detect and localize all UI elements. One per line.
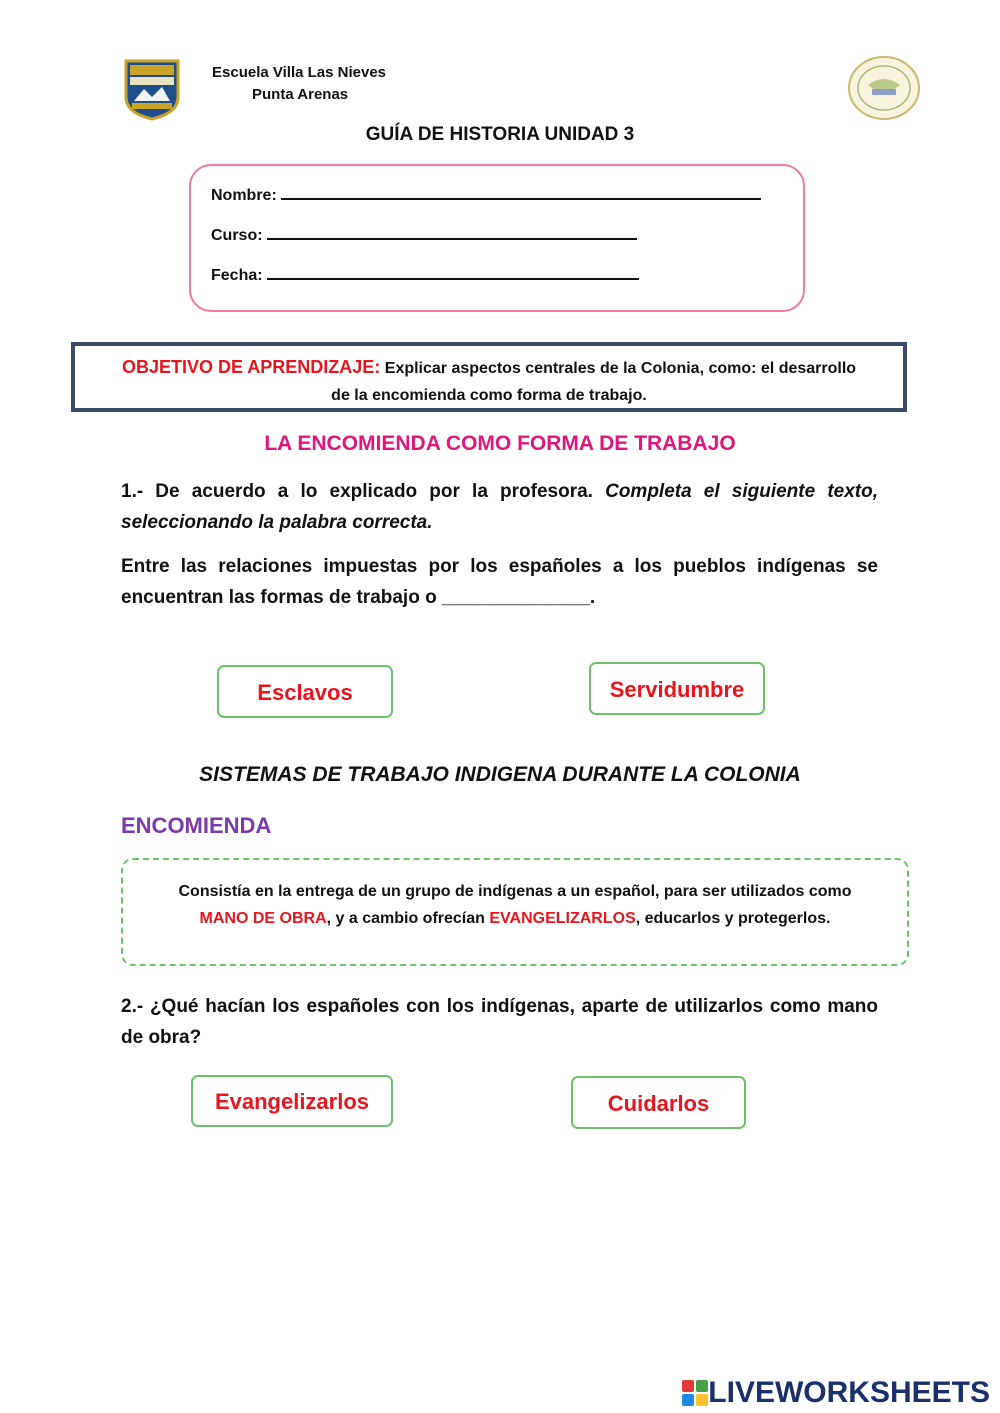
name-row (211, 184, 761, 205)
name-field[interactable] (281, 184, 761, 200)
question-1-sentence: Entre las relaciones impuestas por los españoles a los pueblos indígenas se encuentran las formas de trabajo o ______________. (121, 556, 878, 608)
question-1-instruction: Completa el siguiente texto, seleccionando la palabra correcta. (121, 481, 878, 533)
school-crest-logo (120, 57, 184, 121)
definition-text-1: Consistía en la entrega de un grupo de indígenas a un español, para ser utilizados como (178, 883, 852, 900)
definition-text-3: , educarlos y protegerlos. (635, 910, 831, 927)
liveworksheets-logo (682, 1375, 990, 1411)
question-2: 2.- ¿Qué hacían los españoles con los indígenas, aparte de utilizarlos como mano de obra? (121, 996, 878, 1048)
name-label: Nombre: (211, 187, 277, 204)
certification-seal (846, 55, 922, 121)
student-info-box (189, 164, 805, 312)
document-title: GUÍA DE HISTORIA UNIDAD 3 (365, 124, 635, 145)
section-title-encomienda: LA ENCOMIENDA COMO FORMA DE TRABAJO (264, 432, 736, 455)
course-label: Curso: (211, 227, 263, 244)
question-1 (121, 476, 878, 538)
objective-line-2: de la encomienda como forma de trabajo. (331, 387, 647, 404)
course-field[interactable] (267, 224, 637, 240)
objective-label: OBJETIVO DE APRENDIZAJE: (121, 357, 381, 377)
date-row (211, 264, 639, 285)
definition-highlight-evangelizarlos: EVANGELIZARLOS (489, 910, 636, 927)
school-name: Escuela Villa Las Nieves (212, 64, 387, 81)
liveworksheets-brand-text: LIVEWORKSHEETS (708, 1376, 990, 1409)
date-label: Fecha: (211, 267, 263, 284)
option-servidumbre-button[interactable]: Servidumbre (589, 662, 765, 715)
subtitle-encomienda: ENCOMIENDA (121, 813, 272, 838)
school-city: Punta Arenas (252, 86, 349, 103)
objective-line-1: Explicar aspectos centrales de la Colonia, como: el desarrollo (384, 360, 857, 377)
section-title-sistemas: SISTEMAS DE TRABAJO INDIGENA DURANTE LA COLONIA (199, 763, 801, 786)
school-header (212, 62, 386, 106)
option-evangelizarlos-button[interactable]: Evangelizarlos (191, 1075, 393, 1127)
date-field[interactable] (267, 264, 639, 280)
learning-objective-box (71, 342, 907, 412)
option-cuidarlos-button[interactable]: Cuidarlos (571, 1076, 746, 1129)
course-row (211, 224, 637, 245)
definition-highlight-mano-de-obra: MANO DE OBRA (199, 910, 327, 927)
option-esclavos-button[interactable]: Esclavos (217, 665, 393, 718)
definition-text-2: , y a cambio ofrecían (326, 910, 485, 927)
question-1-prefix: 1.- De acuerdo a lo explicado por la profesora. (121, 481, 593, 502)
liveworksheets-icon (682, 1380, 708, 1406)
definition-box (121, 858, 909, 966)
